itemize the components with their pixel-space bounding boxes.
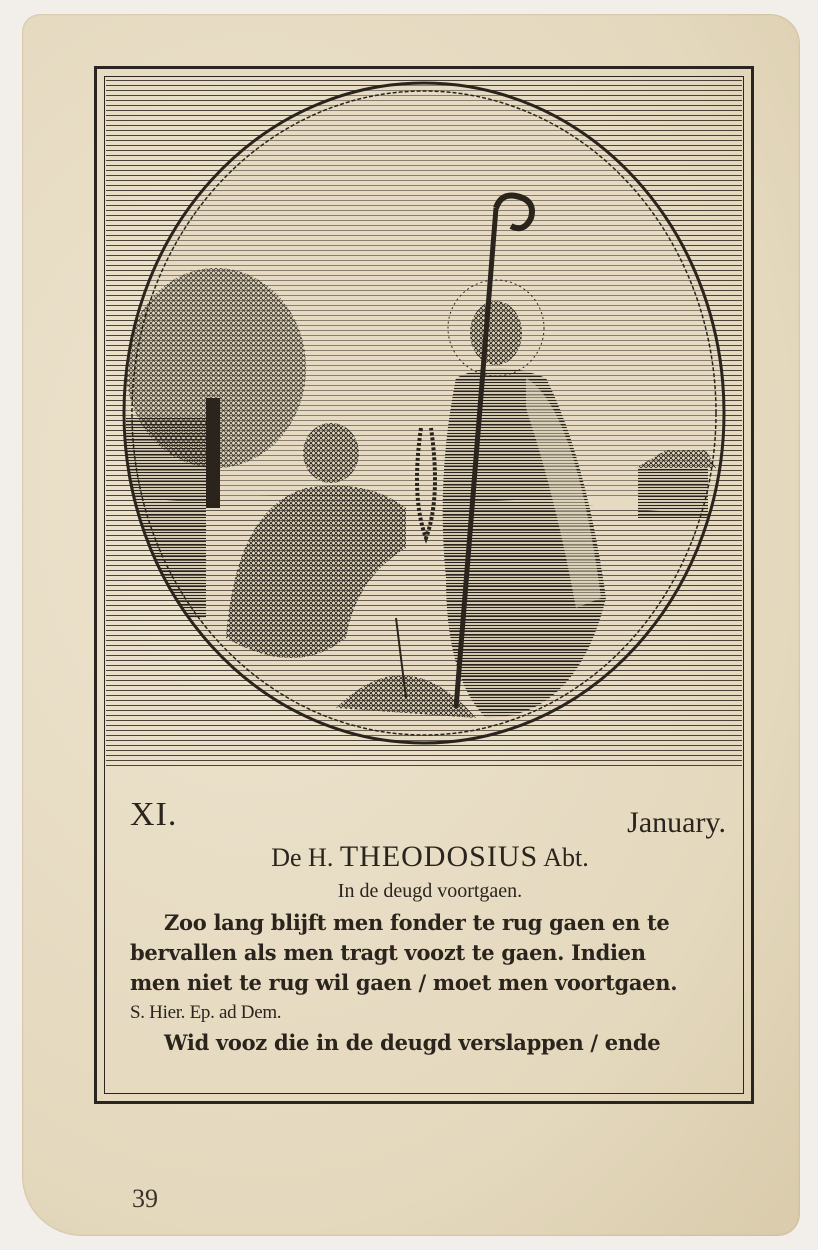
verse-line: Wid vooz die in de deugd verslappen / ende	[164, 1030, 661, 1055]
saint-title	[130, 840, 730, 874]
verse-line: men niet te rug wil gaen / moet men voortgaen.	[130, 970, 678, 995]
scripture-reference: S. Hier. Ep. ad Dem.	[130, 1002, 282, 1023]
engraving-illustration	[106, 78, 742, 768]
subtitle: In de deugd voortgaen.	[337, 880, 523, 902]
page-number: 39	[132, 1184, 158, 1213]
month-label: January.	[627, 806, 726, 839]
day-numeral: XI.	[130, 796, 178, 833]
caption-text	[130, 790, 730, 1070]
saint-prefix: De H.	[271, 843, 334, 872]
saint-name: THEODOSIUS	[339, 840, 539, 873]
verse-line: Zoo lang blijft men fonder te rug gaen en te	[164, 910, 670, 935]
verse-line: bervallen als men tragt voozt te gaen. Indien	[130, 940, 646, 965]
verse-lines	[130, 908, 730, 1058]
saint-suffix: Abt.	[543, 843, 589, 872]
